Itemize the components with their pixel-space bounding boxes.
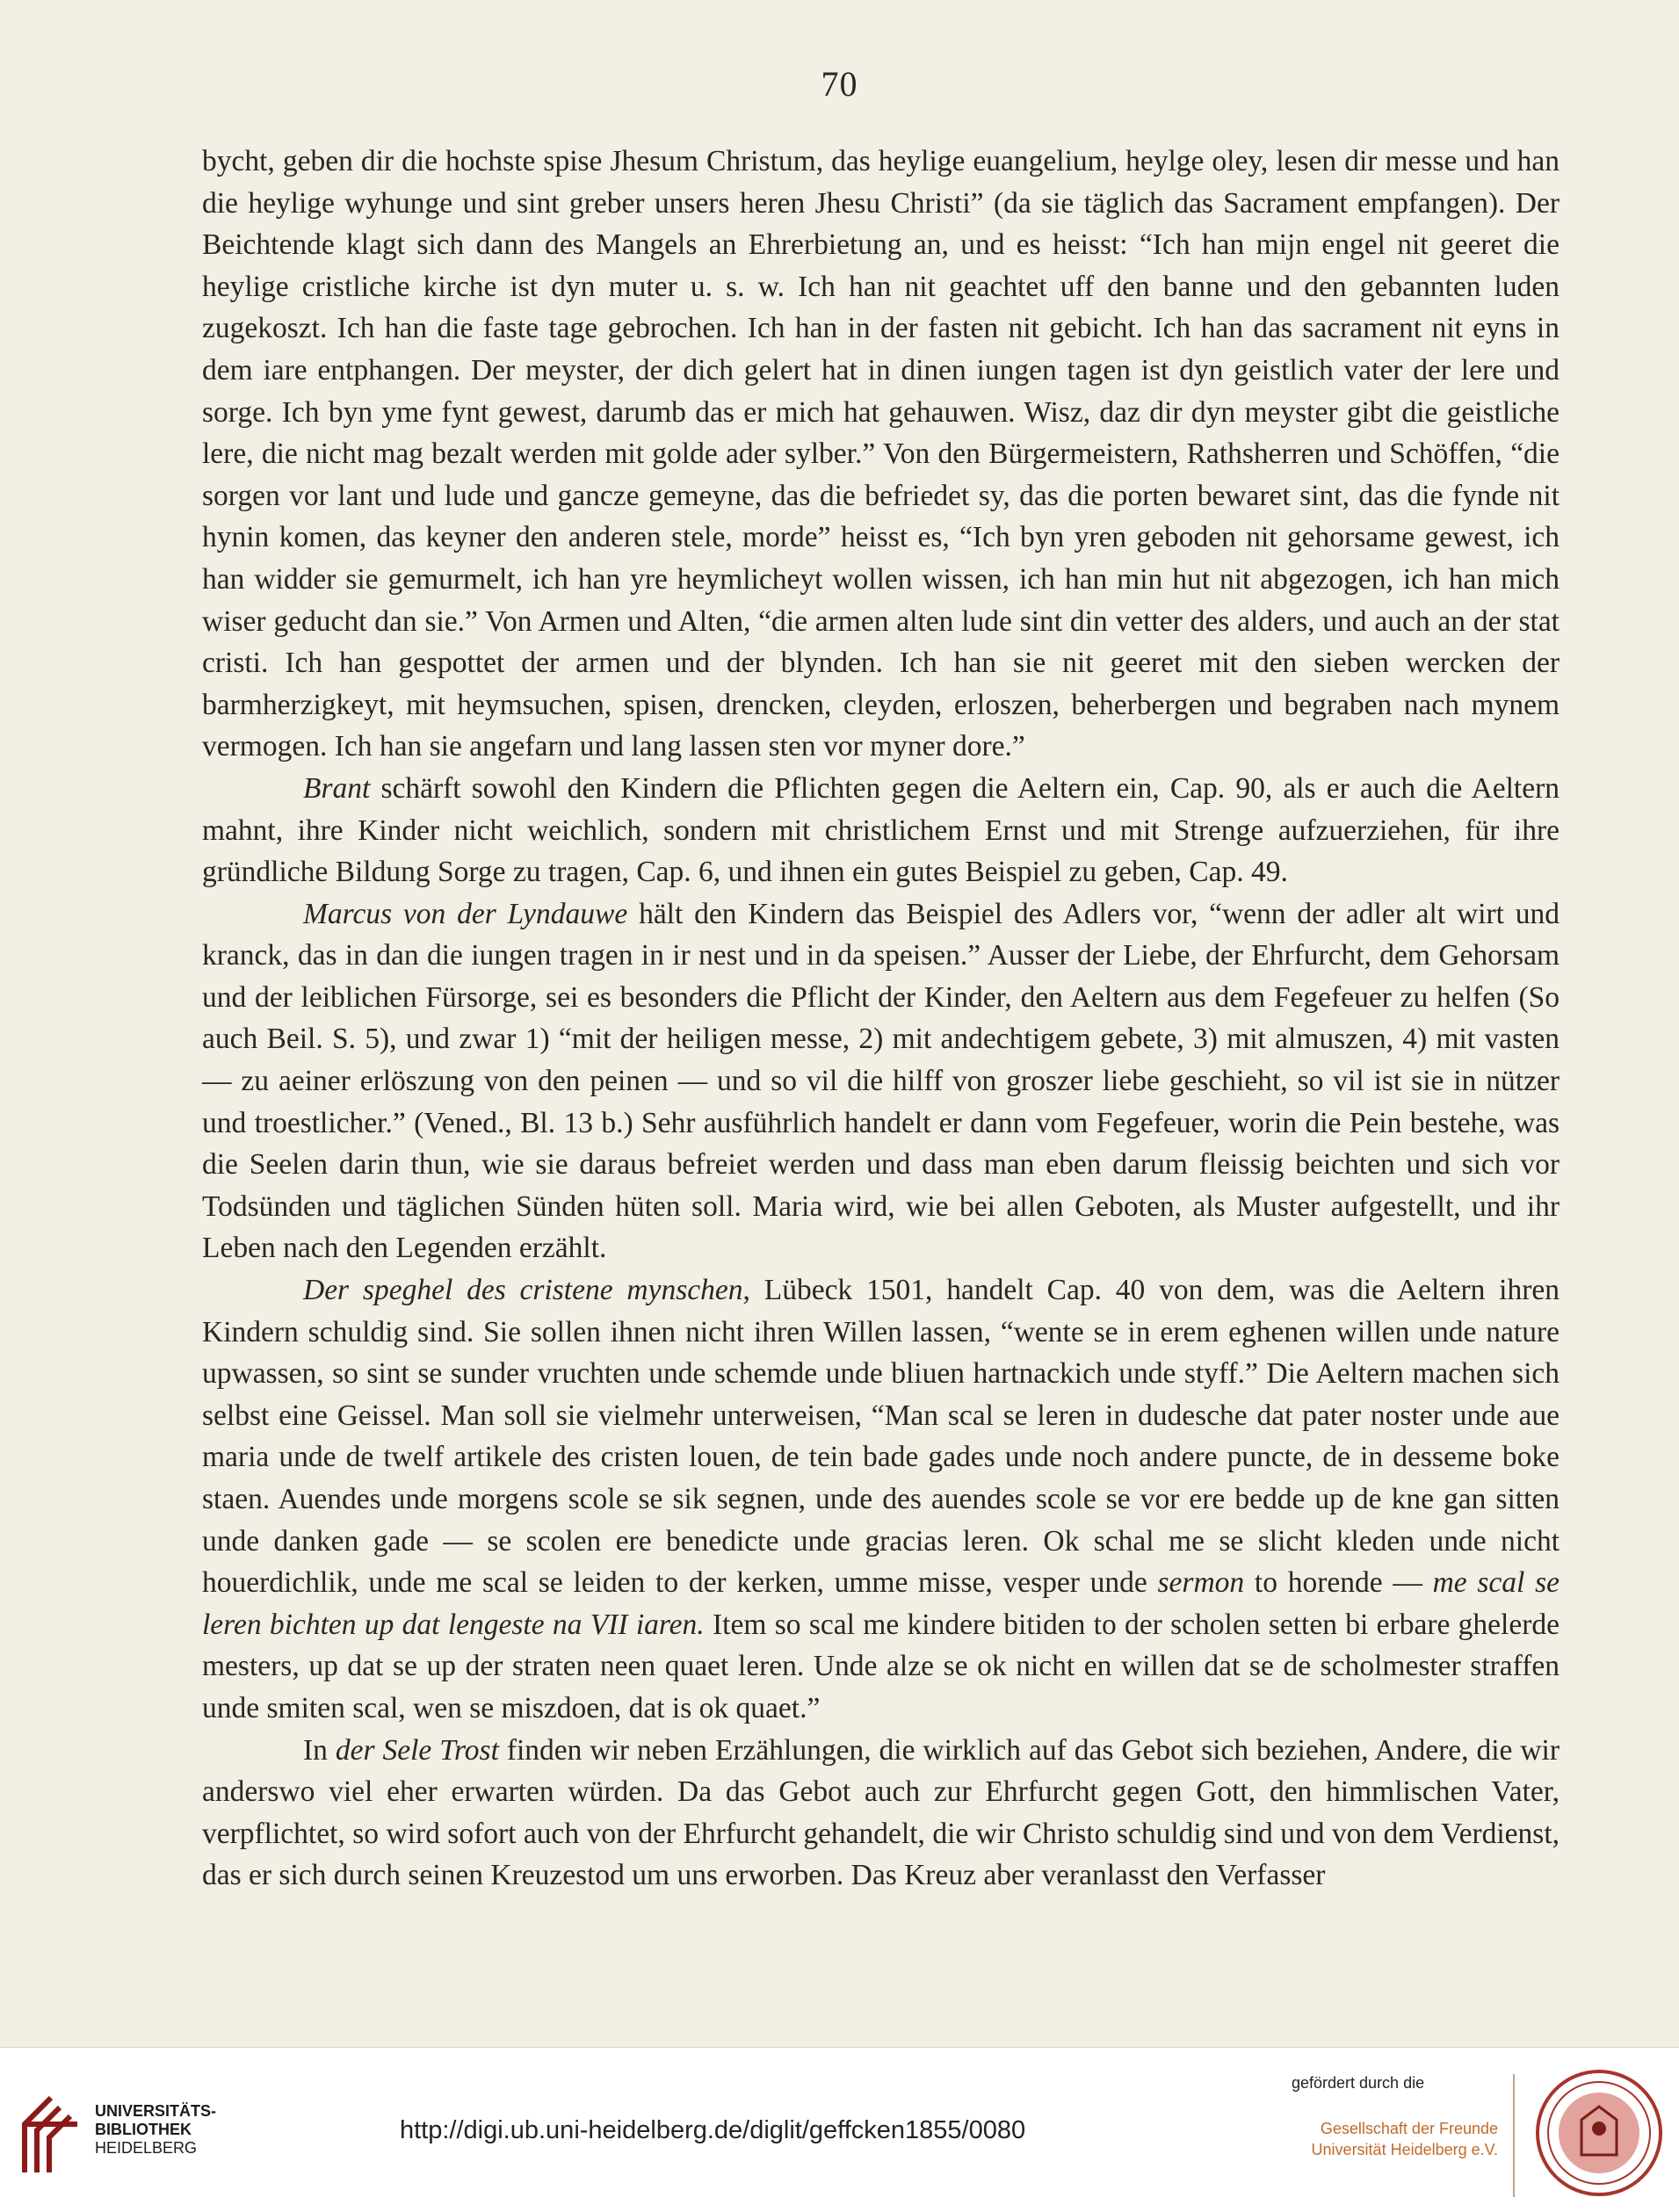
- paragraph: [202, 893, 1560, 1269]
- footer-bar: [0, 2047, 1679, 2212]
- italic-text: Marcus von der Lyndauwe: [303, 897, 628, 930]
- italic-text: der Sele Trost: [335, 1733, 499, 1767]
- university-library-logo-icon[interactable]: [16, 2085, 86, 2181]
- society-name-line: Universität Heidelberg e.V.: [1311, 2141, 1498, 2158]
- paragraph: [202, 768, 1560, 893]
- italic-text: sermon: [1157, 1566, 1245, 1600]
- society-name[interactable]: [1287, 2118, 1498, 2160]
- text-run: In: [303, 1733, 336, 1767]
- library-name-line: UNIVERSITÄTS-: [95, 2102, 217, 2120]
- italic-text: me scal se leren bichten up dat lengeste na VII iaren.: [202, 1566, 1560, 1641]
- society-name-line: Gesellschaft der Freunde: [1320, 2120, 1498, 2137]
- funded-by-label: gefördert durch die: [1292, 2074, 1425, 2092]
- library-name: [95, 2102, 216, 2158]
- body-text: [202, 141, 1560, 1897]
- text-run: schärft sowohl den Kindern die Pflichten gegen die Aeltern ein, Cap. 90, als er auch die Aeltern mahnt, ihre Kinder nicht weichlich, sondern mit christlichem Ernst und mit Strenge aufzuerziehen, für ihre gründliche Bildung Sorge zu tragen, Cap. 6, und ihnen ein gutes Beispiel zu geben, Cap. 49.: [202, 771, 1560, 889]
- permalink-url[interactable]: http://digi.ub.uni-heidelberg.de/diglit/geffcken1855/0080: [400, 2116, 1026, 2144]
- paragraph: [202, 1730, 1560, 1897]
- text-run: finden wir neben Erzählungen, die wirklich auf das Gebot sich beziehen, Andere, die wir anderswo viel eher erwarten würden. Da das Gebot auch zur Ehrfurcht gegen Gott, den himmlischen Vater, verpflichtet, so wird sofort auch von der Ehrfurcht gehandelt, die wir Christo schuldig sind und von dem Verdienst, das er sich durch seinen Kreuzestod um uns erworben. Das Kreuz aber veranlasst den Verfasser: [202, 1733, 1560, 1892]
- italic-text: Der speghel des cristene mynschen: [303, 1274, 743, 1307]
- footer-divider: [1513, 2074, 1515, 2197]
- text-run: , Lübeck 1501, handelt Cap. 40 von dem, was die Aeltern ihren Kindern schuldig sind. Sie sollen ihnen nicht ihren Willen lassen, “wente se in erem eghenen willen unde nature upwassen, so sint se sunder vruchten unde schemde unde bliuen hartnackich unde styff.” Die Aeltern machen sich selbst eine Geissel. Man soll sie vielmehr unterweisen, “Man scal se leren in dudesche dat pater noster unde aue maria unde de twelf artikele des cristen louen, de tein bade gades unde noch andere puncte, de in desseme boke staen. Auendes unde morgens scole se sik segnen, unde des auendes scole se vor ere bedde up de kne gan sitten unde danken gade — se scolen ere benedicte unde gracias leren. Ok schal me se slicht kleden unde nicht houerdichlik, unde me scal se leiden to der kerken, umme misse, vesper unde: [202, 1274, 1560, 1600]
- library-name-line: HEIDELBERG: [95, 2139, 198, 2157]
- text-run: to horende —: [1244, 1566, 1433, 1600]
- paragraph: [202, 1269, 1560, 1730]
- library-name-line: BIBLIOTHEK: [95, 2121, 192, 2138]
- italic-text: Brant: [303, 771, 371, 805]
- page-number: 70: [821, 64, 858, 104]
- text-run: hält den Kindern das Beispiel des Adlers vor, “wenn der adler alt wirt und kranck, das in dan die iungen tragen in ir nest und in da speisen.” Ausser der Liebe, der Ehrfurcht, dem Gehorsam und der leiblichen Fürsorge, sei es besonders die Pflicht der Kinder, den Aeltern aus dem Fegefeuer zu helfen (So auch Beil. S. 5), und zwar 1) “mit der heiligen messe, 2) mit andechtigem gebete, 3) mit almuszen, 4) mit vasten — zu aeiner erlöszung von den peinen — und so vil die hilff von groszer liebe geschieht, so vil ist sie in nützer und troestlicher.” (Vened., Bl. 13 b.) Sehr ausführlich handelt er dann vom Fegefeuer, worin die Pein bestehe, was die Seelen darin thun, wie sie daraus befreiet werden und dass man eben darum fleissig beichten und sich vor Todsünden und täglichen Sünden hüten soll. Maria wird, wie bei allen Geboten, als Muster aufgestellt, und ihr Leben nach den Legenden erzählt.: [202, 897, 1560, 1265]
- text-run: bycht, geben dir die hochste spise Jhesum Christum, das heylige euangelium, heylge oley, lesen dir messe und han die heylige wyhunge und sint greber unsers heren Jhesu Christi” (da sie täglich das Sacrament empfangen). Der Beichtende klagt sich dann des Mangels an Ehrerbietung an, und es heisst: “Ich han mijn engel nit geeret die heylige cristliche kirche ist dyn muter u. s. w. Ich han nit geachtet uff den banne und den gebannten luden zugekoszt. Ich han die faste tage gebrochen. Ich han in der fasten nit gebicht. Ich han das sacrament nit eyns in dem iare entphangen. Der meyster, der dich gelert hat in dinen iungen tagen ist dyn geistlich vater der lere und sorge. Ich byn yme fynt gewest, darumb das er mich hat gehauwen. Wisz, daz dir dyn meyster gibt die geistliche lere, die nicht mag bezalt werden mit golde ader sylber.” Von den Bürgermeistern, Rathsherren und Schöffen, “die sorgen vor lant und lude und gancze gemeyne, das die befriedet sy, das die porten bewaret sint, das die fynde nit hynin komen, das keyner den anderen stele, morde” heisst es, “Ich byn yren geboden nit gehorsame gewest, ich han widder sie gemurmelt, ich han yre heymlicheyt wollen wissen, ich han min hut nit abgezogen, ich han mich wiser geducht dan sie.” Von Armen und Alten, “die armen alten lude sint din vetter des alders, und auch an der stat cristi. Ich han gespottet der armen und der blynden. Ich han sie nit geeret mit den sieben wercken der barmherzigkeyt, mit heymsuchen, spisen, drencken, cleyden, erloszen, beherbergen und begraben nach mynem vermogen. Ich han sie angefarn und lang lassen sten vor myner dore.”: [202, 145, 1560, 763]
- university-seal-icon: [1533, 2067, 1665, 2199]
- paragraph: [202, 141, 1560, 768]
- text-run: Item so scal me kindere bitiden to der scholen setten bi erbare ghelerde mesters, up dat se up der straten neen quaet leren. Unde alze se ok nicht en willen dat se de scholmester straffen unde smiten scal, wen se miszdoen, dat is ok quaet.”: [202, 1608, 1560, 1724]
